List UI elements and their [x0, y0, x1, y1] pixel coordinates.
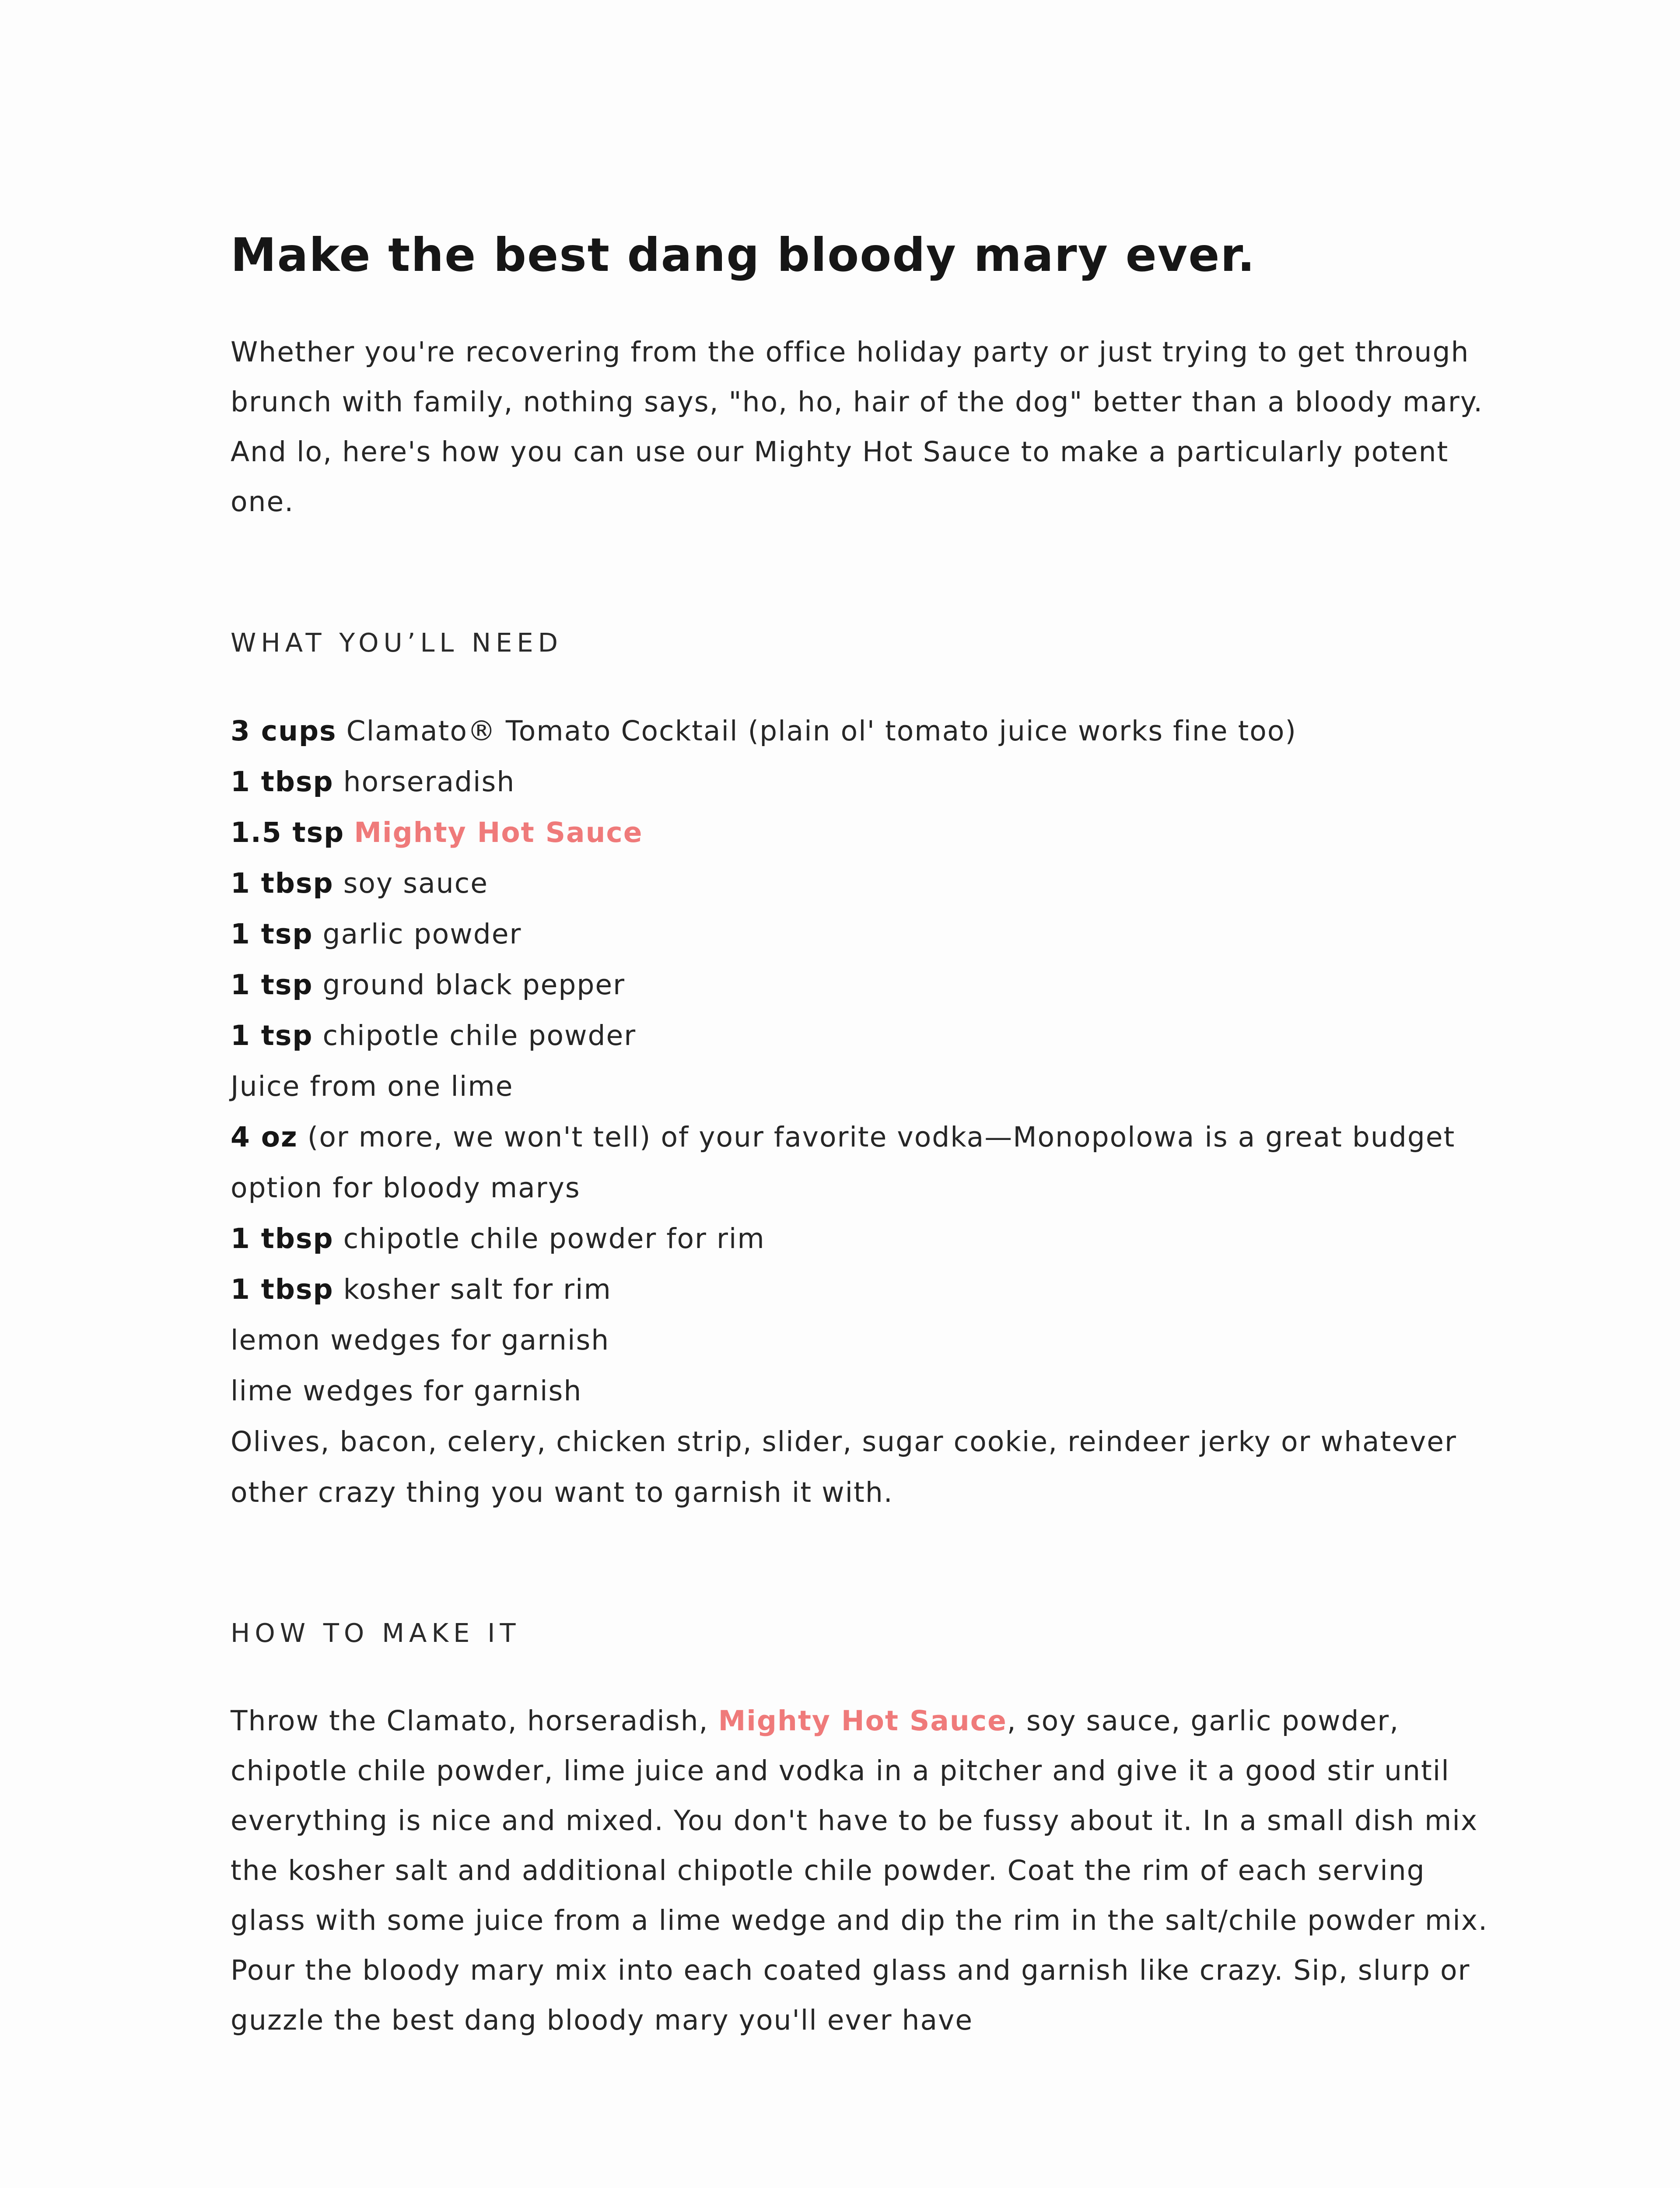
ingredient-amount: 1 tsp: [231, 968, 313, 1001]
directions-paragraph: [231, 1696, 1491, 2045]
ingredients-heading: WHAT YOU’LL NEED: [231, 628, 563, 658]
ingredient-amount: 3 cups: [231, 715, 337, 747]
directions-text-after: , soy sauce, garlic powder, chipotle chile powder, lime juice and vodka in a pitcher and give it a good stir until everything is nice and mixed. You don't have to be fussy about it. In a small dish mix the kosher salt and additional chipotle chile powder. Coat the rim of each serving glass with some juice from a lime wedge and dip the rim in the salt/chile powder mix. Pour the bloody mary mix into each coated glass and garnish like crazy. Sip, slurp or guzzle the best dang bloody mary you'll ever have: [231, 1704, 1488, 2036]
page-title: Make the best dang bloody mary ever.: [231, 228, 1256, 282]
ingredient-item: [231, 757, 1491, 807]
directions-heading: HOW TO MAKE IT: [231, 1617, 521, 1648]
ingredient-item: [231, 1264, 1491, 1315]
hot-sauce-link[interactable]: Mighty Hot Sauce: [354, 816, 643, 849]
ingredient-item: [231, 1112, 1491, 1213]
directions-text-before: Throw the Clamato, horseradish,: [231, 1704, 718, 1737]
ingredient-item: [231, 1010, 1491, 1061]
ingredient-text: Juice from one lime: [231, 1070, 514, 1102]
ingredient-text: garlic powder: [313, 918, 522, 950]
ingredient-item: [231, 706, 1491, 757]
ingredient-item: [231, 1213, 1491, 1264]
ingredient-amount: 1 tsp: [231, 1019, 313, 1052]
ingredient-amount: 4 oz: [231, 1121, 298, 1153]
ingredient-amount: 1 tbsp: [231, 1273, 334, 1305]
ingredient-text: horseradish: [333, 765, 515, 798]
ingredient-text: Olives, bacon, celery, chicken strip, slider, sugar cookie, reindeer jerky or whatever other crazy thing you want to garnish it with.: [231, 1425, 1457, 1508]
ingredient-amount: 1 tbsp: [231, 765, 334, 798]
ingredient-item: [231, 1315, 1491, 1366]
ingredient-text: kosher salt for rim: [333, 1273, 612, 1305]
ingredient-text: chipotle chile powder for rim: [333, 1222, 765, 1255]
ingredient-text: lime wedges for garnish: [231, 1375, 582, 1407]
ingredient-item: [231, 960, 1491, 1010]
ingredient-amount: 1.5 tsp: [231, 816, 345, 849]
ingredient-item: [231, 807, 1491, 858]
ingredient-text: soy sauce: [333, 867, 489, 899]
ingredient-item: [231, 1366, 1491, 1417]
hot-sauce-link[interactable]: Mighty Hot Sauce: [718, 1704, 1007, 1737]
ingredient-item: [231, 1061, 1491, 1112]
ingredient-amount: 1 tbsp: [231, 1222, 334, 1255]
ingredient-text: (or more, we won't tell) of your favorite vodka—Monopolowa is a great budget option for bloody marys: [231, 1121, 1456, 1204]
ingredient-text: [344, 817, 354, 849]
ingredient-amount: 1 tsp: [231, 918, 313, 950]
ingredient-item: [231, 1417, 1491, 1518]
ingredient-text: ground black pepper: [313, 968, 626, 1001]
ingredient-item: [231, 909, 1491, 960]
ingredient-amount: 1 tbsp: [231, 867, 334, 899]
ingredient-item: [231, 858, 1491, 909]
ingredient-text: Clamato® Tomato Cocktail (plain ol' tomato juice works fine too): [336, 715, 1297, 747]
ingredient-list: [231, 706, 1491, 1518]
ingredient-text: lemon wedges for garnish: [231, 1324, 610, 1356]
recipe-article: [231, 228, 1491, 2045]
intro-paragraph: Whether you're recovering from the office holiday party or just trying to get through brunch with family, nothing says, "ho, ho, hair of the dog" better than a bloody mary. And lo, here's how you can use our Mighty Hot Sauce to make a particularly potent one.: [231, 336, 1484, 518]
ingredient-text: chipotle chile powder: [313, 1019, 637, 1052]
